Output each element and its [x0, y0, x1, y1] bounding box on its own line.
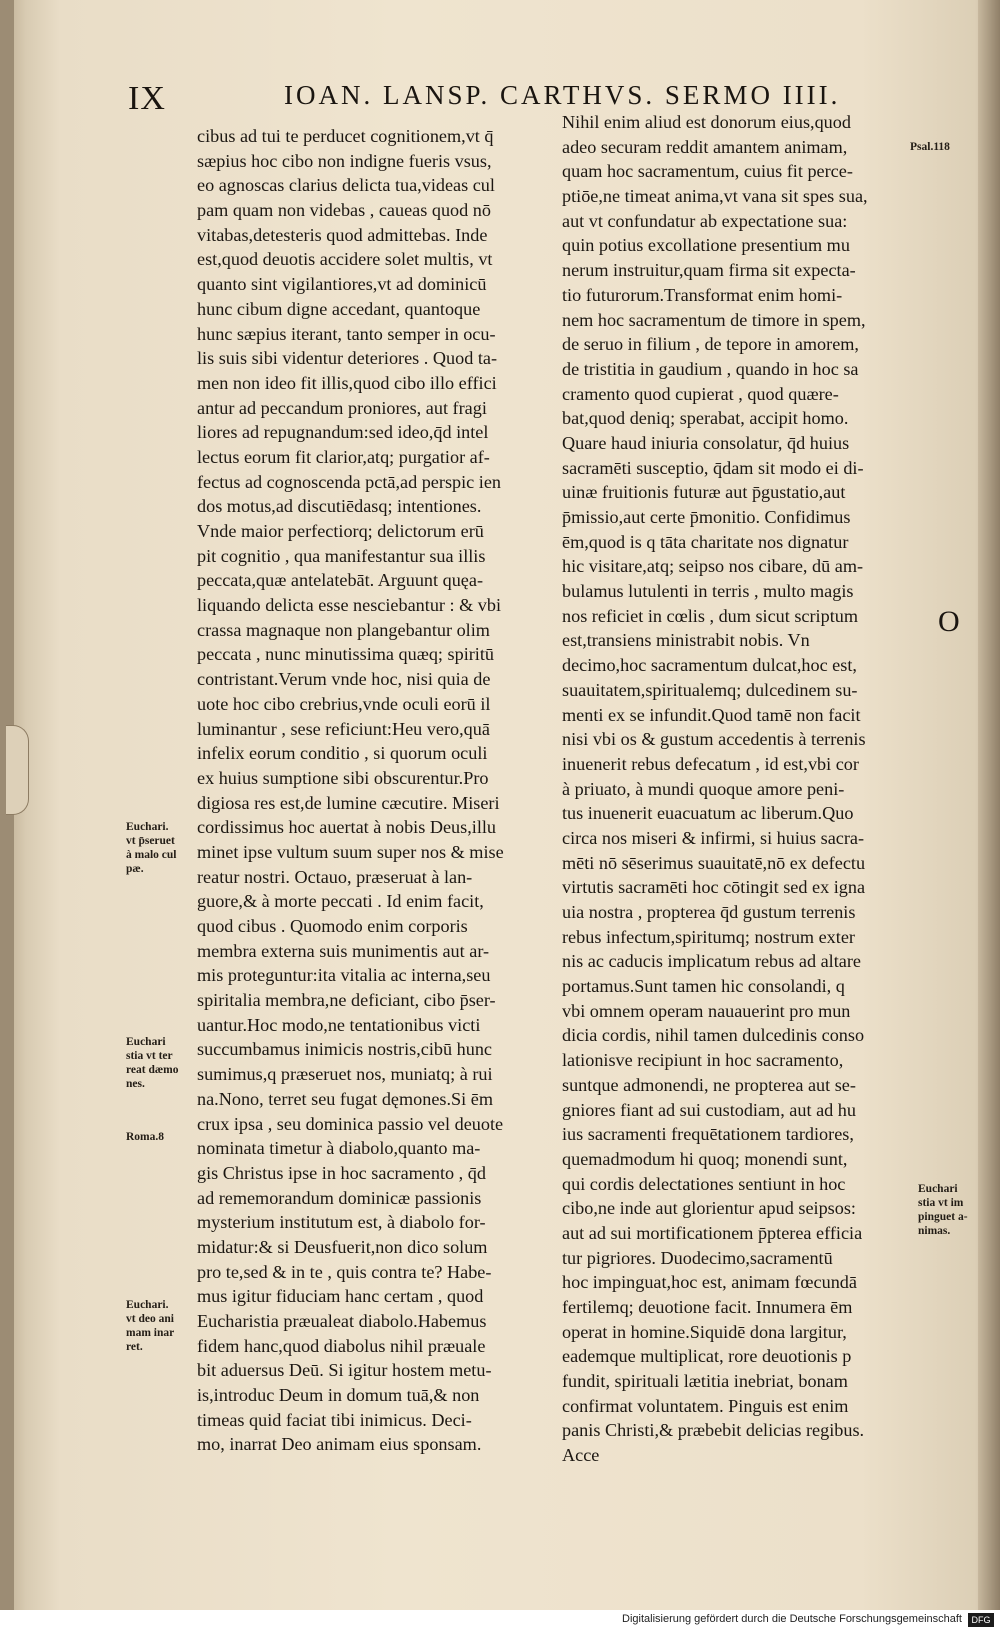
text-line: cordissimus hoc auertat à nobis Deus,illu: [197, 817, 497, 838]
text-line: suntque admonendi, ne propterea aut se-: [562, 1074, 856, 1095]
margin-note-inarrat: [126, 1298, 174, 1354]
clasp-mark: [6, 725, 29, 815]
text-line: rebus infectum,spiritumq; nostrum exter: [562, 926, 855, 947]
text-line: virtutis sacramēti hoc cōtingit sed ex igna: [562, 877, 866, 898]
text-line: ex huius sumptione sibi obscurentur.Pro: [197, 767, 489, 788]
margin-note-impinguat: [918, 1182, 968, 1238]
text-line: Quare haud iniuria consolatur, q̄d huius: [562, 432, 850, 453]
text-line: circa nos miseri & infirmi, si huius sacra-: [562, 827, 865, 848]
text-line: mo, inarrat Deo animam eius sponsam.: [197, 1434, 482, 1455]
text-line: uote hoc cibo crebrius,vnde oculi eorū il: [197, 693, 491, 714]
text-line: nisi vbi os & gustum accedentis à terrenis: [562, 729, 866, 750]
text-line: crux ipsa , seu dominica passio vel deuote: [197, 1113, 504, 1134]
text-line: guore,& à morte peccati . Id enim facit,: [197, 891, 484, 912]
text-line: aut ad sui mortificationem p̄pterea efficia: [562, 1222, 863, 1243]
text-line: nem hoc sacramentum de timore in spem,: [562, 309, 866, 330]
text-line: sacramēti susceptio, q̄dam sit modo ei di-: [562, 457, 864, 478]
text-line: contristant.Verum vnde hoc, nisi quia de: [197, 669, 491, 690]
margin-note-line: stia vt ter: [126, 1050, 173, 1062]
text-line: eo agnoscas clarius delicta tua,videas cul: [197, 175, 495, 196]
text-line: à priuato, à mundi quoque amore peni-: [562, 778, 845, 799]
text-line: inuenerit rebus defecatum , id est,vbi cor: [562, 753, 859, 774]
folio-number: IX: [128, 80, 166, 117]
dfg-logo-icon: DFG: [968, 1613, 994, 1627]
digitization-footer: [0, 1610, 1000, 1631]
text-line: fertilemq; deuotione facit. Innumera ēm: [562, 1297, 853, 1317]
text-line: men non ideo fit illis,quod cibo illo effici: [197, 372, 497, 393]
text-line: uinæ fruitionis futuræ aut p̄gustatio,aut: [562, 482, 846, 503]
text-line: lis suis sibi videntur deteriores . Quod ta-: [197, 348, 498, 369]
text-line: bit aduersus Deū. Si igitur hostem metu-: [197, 1360, 492, 1381]
margin-note-line: nes.: [126, 1078, 145, 1090]
margin-note-terret: [126, 1035, 179, 1091]
text-line: succumbamus inimicis nostris,cibū hunc: [197, 1039, 493, 1060]
margin-note-line: stia vt im: [918, 1197, 964, 1209]
text-line: midatur:& si Deusfuerit,non dico solum: [197, 1236, 488, 1257]
text-line: quanto sint vigilantiores,vt ad dominicū: [197, 274, 487, 295]
margin-note-line: ret.: [126, 1341, 143, 1353]
text-line: gniores fiant ad sui custodiam, aut ad hu: [562, 1099, 856, 1120]
text-line: tur pigriores. Duodecimo,sacramentū: [562, 1247, 833, 1268]
margin-note-line: pæ.: [126, 863, 144, 875]
text-line: antur ad peccandum proniores, aut fragi: [197, 397, 487, 418]
text-line: fidem hanc,quod diabolus nihil præuale: [197, 1335, 486, 1356]
margin-note-line: reat dæmo: [126, 1064, 179, 1076]
text-line: ad rememorandum dominicæ passionis: [197, 1187, 482, 1208]
text-column-left: [197, 124, 545, 1457]
text-line: quin potius excollatione presentium mu: [562, 235, 850, 256]
text-line: Acce: [562, 1445, 600, 1466]
text-line: portamus.Sunt tamen hic consolandi, q: [562, 976, 845, 997]
text-line: lectus eorum fit clarior,atq; purgatior af-: [197, 446, 490, 467]
text-line: decimo,hoc sacramentum dulcat,hoc est,: [562, 655, 857, 676]
text-line: liquando delicta esse nesciebantur : & vbi: [197, 595, 502, 616]
text-line: mus igitur fiduciam hanc certam , quod: [197, 1286, 484, 1307]
text-line: cibus ad tui te perducet cognitionem,vt q̄: [197, 126, 494, 146]
text-line: timeas quid faciat tibi inimicus. Deci-: [197, 1409, 472, 1430]
page-edge-left: [0, 0, 14, 1631]
text-line: uantur.Hoc modo,ne tentationibus victi: [197, 1014, 481, 1035]
text-line: aut vt confundatur ab expectatione sua:: [562, 210, 848, 231]
text-line: peccata,quæ antelatebāt. Arguunt quęa-: [197, 570, 483, 591]
text-line: luminantur , sese reficiunt:Heu vero,quā: [197, 718, 490, 739]
text-line: bulamus lutulenti in terris , multo magis: [562, 581, 854, 602]
text-line: hic visitare,atq; seipso nos cibare, dū am-: [562, 556, 864, 577]
text-line: est,quod deuotis accidere solet multis, vt: [197, 249, 493, 270]
text-line: sæpius hoc cibo non indigne fueris vsus,: [197, 150, 492, 171]
margin-note-line: vt deo ani: [126, 1313, 174, 1325]
margin-note-line: Euchari.: [126, 821, 169, 833]
text-line: minet ipse vultum suum super nos & mise: [197, 841, 504, 862]
margin-note-roma: Roma.8: [126, 1131, 165, 1143]
text-line: operat in homine.Siquidē dona largitur,: [562, 1321, 847, 1342]
text-line: is,introduc Deum in domum tuā,& non: [197, 1385, 480, 1406]
text-line: adeo securam reddit amantem animam,: [562, 136, 848, 157]
text-line: vbi omnem operam nauauerint pro mun: [562, 1000, 851, 1021]
margin-note-line: Euchari: [918, 1183, 958, 1195]
text-line: nominata timetur à diabolo,quanto ma-: [197, 1138, 481, 1159]
text-line: quod cibus . Quomodo enim corporis: [197, 916, 468, 936]
text-line: suauitatem,spiritualemq; dulcedinem su-: [562, 679, 858, 700]
text-line: tus inuenerit euacuatum ac liberum.Quo: [562, 803, 854, 824]
text-line: quemadmodum hi quoq; monendi sunt,: [562, 1148, 848, 1169]
running-head: IOAN. LANSP. CARTHVS. SERMO IIII.: [284, 80, 841, 110]
text-line: hunc cibum digne accedant, quantoque: [197, 298, 481, 319]
text-line: eademque multiplicat, rore deuotionis p: [562, 1346, 852, 1367]
text-line: confirmat voluntatem. Pinguis est enim: [562, 1395, 849, 1416]
margin-note-praeseruat: [126, 820, 176, 876]
page-edge-right: [978, 0, 1000, 1631]
text-line: lationisve recipiunt in hoc sacramento,: [562, 1050, 844, 1071]
text-line: hoc impinguat,hoc est, animam fœcundā: [562, 1272, 857, 1293]
text-line: fectus ad cognoscenda pctā,ad perspic ien: [197, 471, 502, 492]
text-line: Nihil enim aliud est donorum eius,quod: [562, 112, 851, 132]
text-line: vitabas,detesteris quod admittebas. Inde: [197, 224, 488, 245]
text-line: nos reficiet in cœlis , dum sicut scriptum: [562, 605, 858, 626]
text-line: quam hoc sacramentum, cuius fit perce-: [562, 161, 853, 182]
text-line: uia nostra , propterea q̄d gustum terrenis: [562, 902, 856, 922]
text-line: ptiōe,ne timeat anima,vt vana sit spes sua,: [562, 186, 868, 207]
text-line: est,transiens ministrabit nobis. Vn: [562, 630, 810, 651]
text-line: mysterium institutum est, à diabolo for-: [197, 1212, 486, 1233]
text-line: fundit, spirituali lætitia inebriat, bonam: [562, 1371, 848, 1392]
margin-note-psalm: Psal.118: [910, 141, 950, 153]
margin-note-line: vt p̄seruet: [126, 835, 175, 847]
margin-note-line: nimas.: [918, 1225, 951, 1237]
text-line: peccata , nunc minutissima quæq; spiritū: [197, 644, 495, 665]
margin-note-line: à malo cul: [126, 849, 177, 861]
text-line: Vnde maior perfectiorq; delictorum erū: [197, 521, 484, 541]
text-line: spiritalia membra,ne deficiant, cibo p̄ser-: [197, 990, 496, 1011]
text-line: tio futurorum.Transformat enim homi-: [562, 284, 843, 305]
text-line: dos motus,ad discutiēdasq; intentiones.: [197, 496, 482, 517]
text-line: panis Christi,& præbebit delicias regibus.: [562, 1420, 865, 1441]
text-line: Eucharistia præualeat diabolo.Habemus: [197, 1311, 487, 1331]
text-line: ēm,quod is q tāta charitate nos dignatur: [562, 531, 849, 552]
text-line: pam quam non videbas , caueas quod nō: [197, 200, 491, 221]
text-column-right: [562, 110, 914, 1468]
text-line: pit cognitio , qua manifestantur sua illis: [197, 545, 486, 566]
text-line: menti ex se infundit.Quod tamē non facit: [562, 704, 861, 725]
text-line: crassa magnaque non plangebantur olim: [197, 619, 490, 640]
text-line: qui cordis delectationes sentiunt in hoc: [562, 1173, 846, 1194]
margin-letter: O: [938, 605, 960, 638]
margin-note-line: mam inar: [126, 1327, 175, 1339]
text-line: nerum instruitur,quam firma sit expecta-: [562, 260, 856, 281]
text-line: ius sacramenti frequētationem tardiores,: [562, 1124, 854, 1145]
text-line: mēti nō sēserimus suauitatē,nō ex defectu: [562, 852, 866, 873]
text-line: hunc sæpius iterant, tanto semper in ocu-: [197, 323, 496, 344]
text-line: membra externa suis munimentis aut ar-: [197, 940, 490, 961]
margin-note-line: pinguet a-: [918, 1211, 968, 1223]
text-line: gis Christus ipse in hoc sacramento , q̄d: [197, 1162, 486, 1183]
text-line: na.Nono, terret seu fugat dęmones.Si ēm: [197, 1088, 493, 1109]
margin-note-line: Euchari.: [126, 1299, 169, 1311]
text-line: liores ad repugnandum:sed ideo,q̄d intel: [197, 422, 489, 443]
text-line: nis ac caducis implicatum rebus ad altare: [562, 951, 861, 972]
text-line: cramento quod cupierat , quod quære-: [562, 383, 839, 404]
margin-note-line: Euchari: [126, 1036, 166, 1048]
text-line: de seruo in filium , de tepore in amorem,: [562, 334, 859, 355]
text-line: infelix eorum conditio , si quorum oculi: [197, 743, 488, 764]
text-line: dicia cordis, nihil tamen dulcedinis conso: [562, 1025, 865, 1046]
text-line: cibo,ne inde aut glorientur apud seipsos:: [562, 1198, 856, 1219]
text-line: mis proteguntur:ita vitalia ac interna,seu: [197, 965, 491, 986]
text-line: digiosa res est,de lumine cæcutire. Miseri: [197, 792, 500, 813]
text-line: pro te,sed & in te , quis contra te? Habe-: [197, 1261, 492, 1282]
text-line: p̄missio,aut certe p̄monitio. Confidimus: [562, 507, 851, 527]
text-line: reatur nostri. Octauo, præseruat à lan-: [197, 866, 473, 887]
footer-credit: Digitalisierung gefördert durch die Deutsche Forschungsgemeinschaft: [622, 1613, 962, 1625]
text-line: de tristitia in gaudium , quando in hoc sa: [562, 358, 859, 379]
text-line: bat,quod deniq; sperabat, accipit homo.: [562, 408, 849, 429]
text-line: sumimus,q præseruet nos, muniatq; à rui: [197, 1064, 493, 1085]
